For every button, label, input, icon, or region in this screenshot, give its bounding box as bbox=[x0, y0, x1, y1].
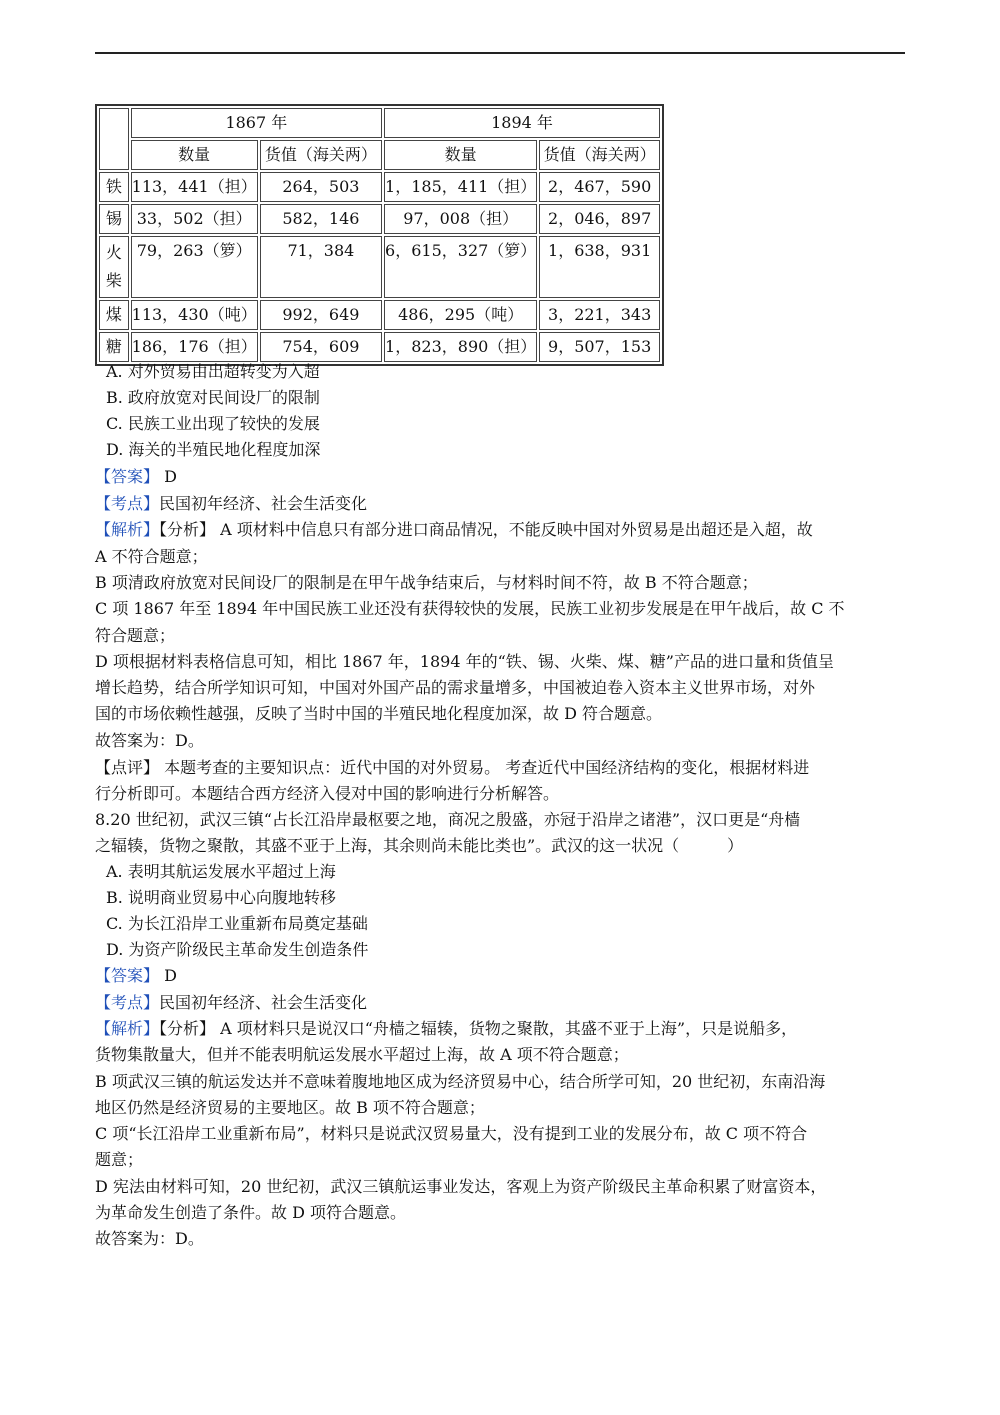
analysis-tag: 【解析】 bbox=[95, 520, 160, 539]
analysis-text: 增长趋势，结合所学知识可知，中国对外国产品的需求量增多，中国被迫卷入资本主义世界市场，对外 bbox=[95, 678, 816, 697]
qty-1894-cell: 1，185，411（担） bbox=[384, 172, 537, 202]
topic-value: 民国初年经济、社会生活变化 bbox=[159, 993, 368, 1012]
analysis-text: 【分析】 A 项材料中信息只有部分进口商品情况，不能反映中国对外贸易是出超还是入超，故 bbox=[159, 520, 813, 539]
table-row bbox=[99, 332, 660, 362]
q7-option-c: C. 民族工业出现了较快的发展 bbox=[106, 414, 320, 433]
item-cell: 锡 bbox=[99, 204, 129, 234]
topic-tag: 【考点】 bbox=[95, 993, 160, 1012]
q8-option-d: D. 为资产阶级民主革命发生创造条件 bbox=[106, 940, 369, 959]
value-1867-cell: 582，146 bbox=[260, 204, 382, 234]
comment-text: 本题考查的主要知识点：近代中国的对外贸易。 考查近代中国经济结构的变化，根据材料进 bbox=[159, 758, 810, 777]
qty-1894-cell: 97，008（担） bbox=[384, 204, 537, 234]
q7-option-b: B. 政府放宽对民间设厂的限制 bbox=[106, 388, 320, 407]
item-cell: 糖 bbox=[99, 332, 129, 362]
value-1894-cell: 2，046，897 bbox=[539, 204, 660, 234]
header-rule bbox=[95, 52, 905, 54]
q8-analysis-line bbox=[95, 1019, 797, 1039]
value-1894-cell: 2，467，590 bbox=[539, 172, 660, 202]
analysis-text: D 项根据材料表格信息可知，相比 1867 年，1894 年的“铁、锡、火柴、煤、糖”产品的进口量和货值呈 bbox=[95, 652, 834, 671]
import-table bbox=[95, 104, 664, 366]
q8-answer-line bbox=[95, 966, 177, 986]
value-header-1894: 货值（海关两） bbox=[539, 140, 660, 170]
analysis-text: 题意； bbox=[95, 1150, 144, 1169]
analysis-text: B 项武汉三镇的航运发达并不意味着腹地地区成为经济贸易中心，结合所学可知，20 世纪初，东南沿海 bbox=[95, 1072, 826, 1091]
q8-option-b: B. 说明商业贸易中心向腹地转移 bbox=[106, 888, 336, 907]
table-corner-cell bbox=[99, 108, 129, 170]
analysis-text: D 宪法由材料可知，20 世纪初，武汉三镇航运事业发达，客观上为资产阶级民主革命积累了财富资本， bbox=[95, 1177, 827, 1196]
answer-value: D bbox=[164, 467, 177, 486]
answer-tag: 【答案】 bbox=[95, 966, 160, 985]
value-header-1867: 货值（海关两） bbox=[260, 140, 382, 170]
year-1867-header: 1867 年 bbox=[131, 108, 382, 138]
q8-stem: 8.20 世纪初，武汉三镇“占长江沿岸最枢要之地，商况之殷盛，亦冠于沿岸之诸港”，汉口更是“舟樯 bbox=[95, 810, 801, 829]
item-cell bbox=[99, 236, 129, 298]
qty-header-1867: 数量 bbox=[131, 140, 258, 170]
qty-1894-cell: 6，615，327（箩） bbox=[384, 236, 537, 298]
analysis-tag: 【解析】 bbox=[95, 1019, 160, 1038]
q7-topic-line bbox=[95, 494, 367, 514]
analysis-conclusion: 故答案为：D。 bbox=[95, 731, 204, 750]
comment-text: 行分析即可。本题结合西方经济入侵对中国的影响进行分析解答。 bbox=[95, 784, 560, 803]
answer-value: D bbox=[164, 966, 177, 985]
value-1894-cell: 1，638，931 bbox=[539, 236, 660, 298]
qty-1867-cell: 186，176（担） bbox=[131, 332, 258, 362]
item-char-2: 柴 bbox=[105, 271, 122, 290]
table-subheader-row bbox=[99, 140, 660, 170]
value-1867-cell: 264，503 bbox=[260, 172, 382, 202]
value-1867-cell: 992，649 bbox=[260, 300, 382, 330]
qty-1867-cell: 33，502（担） bbox=[131, 204, 258, 234]
comment-tag: 【点评】 bbox=[95, 758, 160, 777]
item-char-1: 火 bbox=[105, 243, 122, 262]
qty-1867-cell: 113，441（担） bbox=[131, 172, 258, 202]
q7-analysis-line bbox=[95, 520, 813, 540]
value-1894-cell: 9，507，153 bbox=[539, 332, 660, 362]
analysis-text: 地区仍然是经济贸易的主要地区。故 B 项不符合题意； bbox=[95, 1098, 485, 1117]
analysis-text: 国的市场依赖性越强，反映了当时中国的半殖民地化程度加深，故 D 符合题意。 bbox=[95, 704, 663, 723]
analysis-text: B 项清政府放宽对民间设厂的限制是在甲午战争结束后，与材料时间不符，故 B 不符合题意； bbox=[95, 573, 758, 592]
analysis-text: 符合题意； bbox=[95, 626, 176, 645]
table-row bbox=[99, 172, 660, 202]
q8-stem: 之辐辏，货物之聚散，其盛不亚于上海，其余则尚未能比类也”。武汉的这一状况（ ） bbox=[95, 836, 744, 855]
year-1894-header: 1894 年 bbox=[384, 108, 660, 138]
analysis-conclusion: 故答案为：D。 bbox=[95, 1229, 204, 1248]
analysis-text: 为革命发生创造了条件。故 D 项符合题意。 bbox=[95, 1203, 407, 1222]
qty-1867-cell: 79，263（箩） bbox=[131, 236, 258, 298]
q7-option-a: A. 对外贸易由出超转变为入超 bbox=[106, 362, 320, 381]
table-row bbox=[99, 300, 660, 330]
analysis-text: 【分析】 A 项材料只是说汉口“舟樯之辐辏，货物之聚散，其盛不亚于上海”，只是说船多， bbox=[159, 1019, 798, 1038]
topic-value: 民国初年经济、社会生活变化 bbox=[159, 494, 368, 513]
value-1867-cell: 71，384 bbox=[260, 236, 382, 298]
analysis-text: 货物集散量大，但并不能表明航运发展水平超过上海，故 A 项不符合题意； bbox=[95, 1045, 629, 1064]
q8-topic-line bbox=[95, 993, 367, 1013]
table-row bbox=[99, 204, 660, 234]
q7-answer-line bbox=[95, 467, 177, 487]
qty-1894-cell: 486，295（吨） bbox=[384, 300, 537, 330]
qty-1894-cell: 1，823，890（担） bbox=[384, 332, 537, 362]
value-1867-cell: 754，609 bbox=[260, 332, 382, 362]
qty-1867-cell: 113，430（吨） bbox=[131, 300, 258, 330]
item-cell: 煤 bbox=[99, 300, 129, 330]
analysis-text: C 项 1867 年至 1894 年中国民族工业还没有获得较快的发展，民族工业初步发展是在甲午战后，故 C 不 bbox=[95, 599, 845, 618]
analysis-text: C 项“长江沿岸工业重新布局”，材料只是说武汉贸易量大，没有提到工业的发展分布，故 C 项不符合 bbox=[95, 1124, 808, 1143]
topic-tag: 【考点】 bbox=[95, 494, 160, 513]
item-cell: 铁 bbox=[99, 172, 129, 202]
value-1894-cell: 3，221，343 bbox=[539, 300, 660, 330]
table-row bbox=[99, 236, 660, 298]
q7-comment-line bbox=[95, 758, 809, 778]
analysis-text: A 不符合题意； bbox=[95, 547, 208, 566]
q7-option-d: D. 海关的半殖民地化程度加深 bbox=[106, 440, 321, 459]
q8-option-a: A. 表明其航运发展水平超过上海 bbox=[106, 862, 336, 881]
qty-header-1894: 数量 bbox=[384, 140, 537, 170]
answer-tag: 【答案】 bbox=[95, 467, 160, 486]
q8-option-c: C. 为长江沿岸工业重新布局奠定基础 bbox=[106, 914, 368, 933]
table-header-row bbox=[99, 108, 660, 138]
